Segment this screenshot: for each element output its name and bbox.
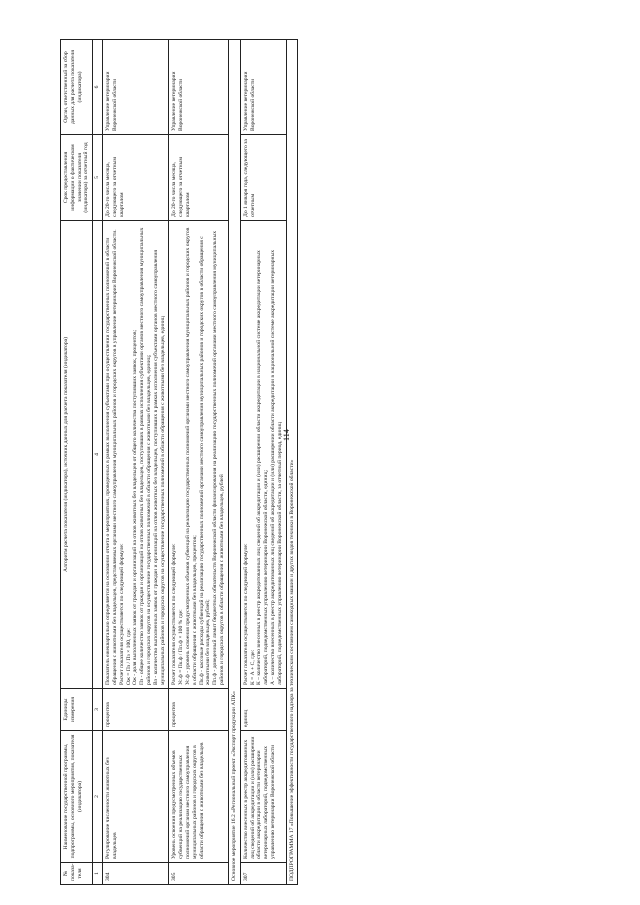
header-deadline: Срок предоставления информации о фактическом значении показателя (индикатора) за отчетный год: [61, 135, 93, 221]
row-unit: единиц: [240, 689, 286, 731]
section-row: [228, 40, 240, 885]
col-number: 6: [93, 40, 103, 135]
row-algorithm: Расчет показателя осуществляется по следующей формуле: К = А + С, где: К – количество внесенных в реестр аккредитованных лиц сведений об аккредитации и (или) расширении области аккредитации в национальной системе аккредитации ветеринарных лабораторий, подведомственных управлению ветеринарии Воронежской области, единиц; А – количество внесенных в реестр аккредитованных лиц сведений об аккредитации и (или) расширении области аккредитации в национальной системе аккредитации ветеринарных лабораторий, подведомственных управлению ветеринарии Воронежской области, за отчетный период, единиц: [240, 221, 286, 689]
row-num: 307: [240, 863, 286, 885]
row-unit: процентов: [169, 689, 229, 731]
column-number-row: [93, 40, 103, 885]
header-responsible: Орган, ответственный за сбор данных для расчета показателя (индикатора): [61, 40, 93, 135]
header-name: Наименование государственной программы, подпрограммы, основного мероприятия, показателя (индикатора): [61, 731, 93, 863]
col-number: 2: [93, 731, 103, 863]
row-name: Регулирование численности животных без владельцев: [103, 731, 169, 863]
col-number: 5: [93, 135, 103, 221]
row-name: Уровень освоения предусмотренных объемов субвенций на реализацию государственных полномочий органам местного самоуправления муниципальных районов и городских округов в области обращения с животными без владельцев: [169, 731, 229, 863]
table-row: [103, 40, 169, 885]
row-num: 305: [169, 863, 229, 885]
header-unit: Единицы измерения: [61, 689, 93, 731]
header-num: № показа-теля: [61, 863, 93, 885]
row-unit: процентов: [103, 689, 169, 731]
row-responsible: Управление ветеринарии Воронежской области: [169, 40, 229, 135]
row-name: Количество внесенных в реестр аккредитованных лиц сведений об аккредитации и (или) расширении области аккредитации в области ветеринарии ветеринарных лабораторий, подведомственных управлению ветеринарии Воронежской области: [240, 731, 286, 863]
header-algorithm: Алгоритм расчета показателя (индикатора), источник данных для расчета показателя (индикатора): [61, 221, 93, 689]
subprogram-heading: ПОДПРОГРАММА 17 «Повышение эффективности государственного надзора за техническим состоянием самоходных машин и других видов техники в Воронежской области»: [286, 40, 298, 885]
indicator-table: [60, 39, 298, 885]
indicator-table-frame: [60, 40, 580, 885]
row-deadline: До 20-го числа месяца, следующего за отчетным кварталом: [169, 135, 229, 221]
row-algorithm: Расчет показателя осуществляется по следующей формуле: Ус.ф = Пк.ф / Пп.ф × 100 % где: Ус.ф - уровень освоения предусмотренных объемов субвенций на реализацию государственных полномочий органами местного самоуправления муниципальных районов и городских округов в области обращения с животными без владельцев, процентов; Пк.ф - кассовые расходы субвенций на реализацию государственных полномочий органами местного самоуправления муниципальных районов и городских округов в области обращения с животными без владельцев, рублей; Пп.ф - доведенный лимит бюджетных обязательств Воронежской области финансирования на реализацию государственных полномочий органами местного самоуправления муниципальных районов и городских округов в области обращения с животными без владельцев, рублей: [169, 221, 229, 689]
page-number: 114: [282, 429, 291, 441]
col-number: 1: [93, 863, 103, 885]
col-number: 3: [93, 689, 103, 731]
row-algorithm: Показатель ежеквартально определяется на основании отчета о мероприятиях, проведенных в рамках выполнения субъектами при осуществлении государственных полномочий в области обращения с животными без владельцев, представляемых органами местного самоуправления муниципальных районов и городских округов в управление ветеринарии Воронежской области. Расчет показателя осуществляется по следующей формуле: Ож = Пз / Пз × 100, где: Ож - доля выполненных заявок от граждан и организаций на отлов животных без владельцев от общего количества поступивших заявок, процентов; Пз - общее количество заявок от граждан и организаций на отлов животных без владельцев, поступивших в рамках исполнения субъектами органов местного самоуправления муниципальных районов и городских округов на осуществление государственных полномочий в области обращения с животными без владельцев, единиц; Вз - количество выполненных заявок от граждан и организаций на отлов животных без владельцев, поступивших в рамках исполнения субъектами органов местного самоуправления муниципальных районов и городских округов на осуществление государственных полномочий в области обращения с животными без владельцев, единиц: [103, 221, 169, 689]
col-number: 4: [93, 221, 103, 689]
table-row: [169, 40, 229, 885]
row-num: 304: [103, 863, 169, 885]
row-responsible: Управление ветеринарии Воронежской области: [103, 40, 169, 135]
row-deadline: До 20-го числа месяца, следующего за отчетным кварталом: [103, 135, 169, 221]
row-responsible: Управление ветеринарии Воронежской области: [240, 40, 286, 135]
section-row: [286, 40, 298, 885]
table-row: [240, 40, 286, 885]
header-row: [61, 40, 93, 885]
row-deadline: До 1 января года, следующего за отчетным: [240, 135, 286, 221]
main-activity-heading: Основное мероприятие 16.2 «Региональный проект «Экспорт продукции АПК»: [228, 40, 240, 885]
